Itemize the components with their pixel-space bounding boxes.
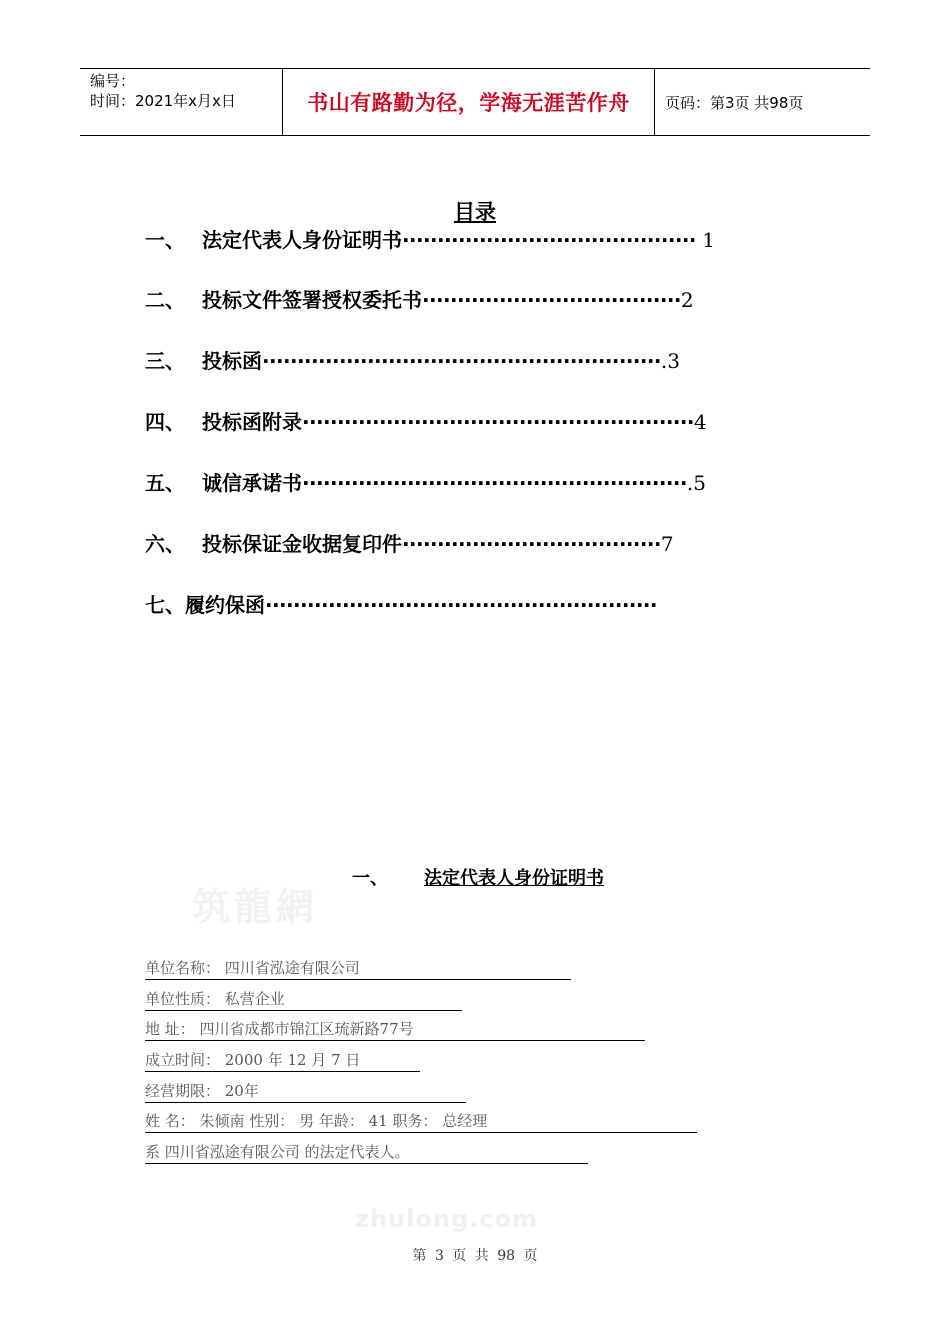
toc-item[interactable]: 六、 投标保证金收据复印件·····································7 xyxy=(145,532,674,556)
toc-item[interactable]: 七、履约保函························································ xyxy=(145,593,657,617)
footer-page-number: 第 3 页 共 98 页 xyxy=(412,1248,538,1264)
toc-item[interactable]: 四、 投标函附录························································4 xyxy=(145,410,707,434)
field-unit-name: 单位名称： 四川省泓途有限公司 xyxy=(145,956,360,980)
zhulong-watermark: 筑龍網 xyxy=(192,884,319,929)
header-page-label: 页码：第3页 共98页 xyxy=(665,93,804,112)
toc-title: 目录 xyxy=(454,200,496,224)
header-motto: 书山有路勤为径，学海无涯苦作舟 xyxy=(282,69,655,135)
field-unit-type: 单位性质： 私营企业 xyxy=(145,987,285,1011)
section-title: 一、 法定代表人身份证明书 xyxy=(352,868,604,889)
field-address: 地 址： 四川省成都市锦江区琉新路77号 xyxy=(145,1017,414,1041)
toc-item[interactable]: 三、 投标函·························································.3 xyxy=(145,349,680,373)
number-label: 编号： xyxy=(90,72,136,90)
field-term: 经营期限： 20年 xyxy=(145,1079,259,1103)
toc-item[interactable]: 二、 投标文件签署授权委托书·····································2 xyxy=(145,288,694,312)
header-table xyxy=(80,68,870,136)
time-label: 时间：2021年x月x日 xyxy=(90,92,236,110)
field-statement: 系 四川省泓途有限公司 的法定代表人。 xyxy=(145,1140,410,1164)
field-founded: 成立时间： 2000 年 12 月 7 日 xyxy=(145,1048,360,1072)
field-person: 姓 名： 朱倾南 性别： 男 年龄： 41 职务： 总经理 xyxy=(145,1109,487,1133)
toc-item[interactable]: 五、 诚信承诺书·······················································.5 xyxy=(145,471,706,495)
toc-item[interactable]: 一、 法定代表人身份证明书·········································· 1 xyxy=(145,228,715,252)
header-left-cell xyxy=(80,69,282,135)
site-watermark: zhulong.com xyxy=(355,1205,538,1233)
